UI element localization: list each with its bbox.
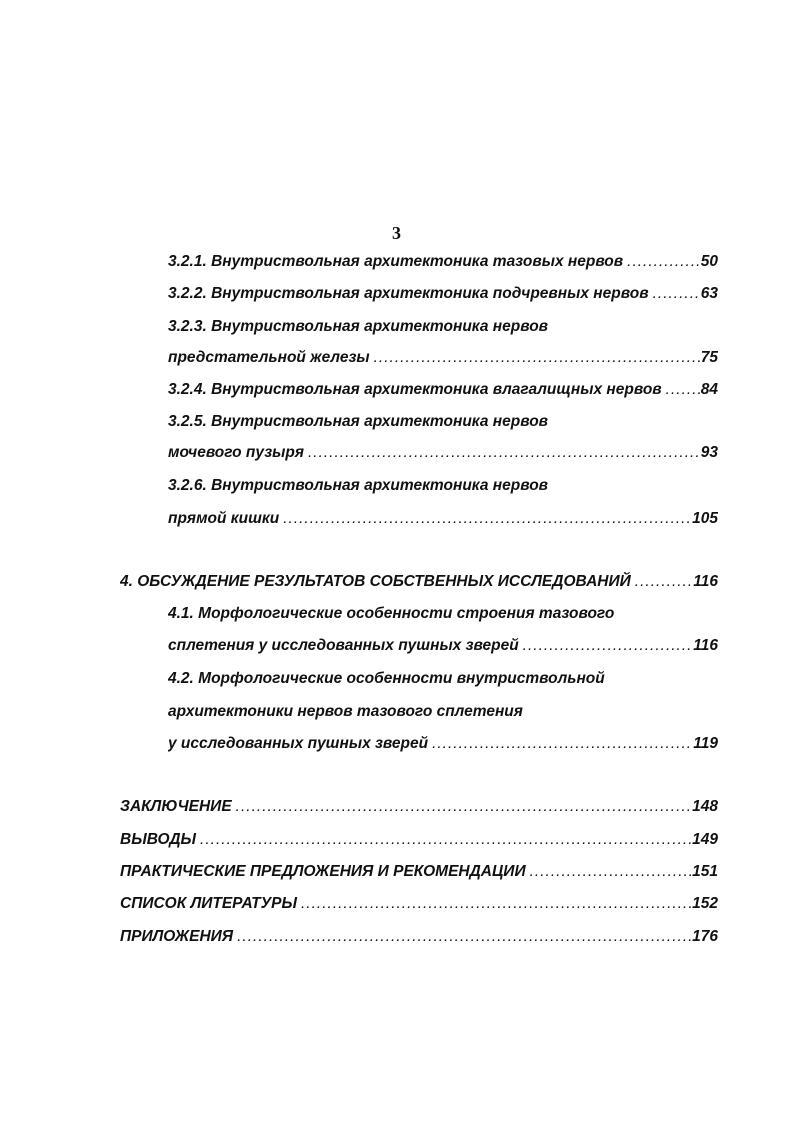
toc-leader-dots [635, 570, 692, 594]
toc-entry-title: 3.2.6. Внутриствольная архитектоника нервов [168, 477, 549, 494]
toc-entry-title: архитектоники нервов тазового сплетения [168, 703, 523, 720]
toc-entry-title: 3.2.1. Внутриствольная архитектоника тазовых нервов [168, 253, 624, 270]
toc-entry-recommendations[interactable] [120, 860, 718, 884]
toc-entry-title: 3.2.4. Внутриствольная архитектоника влагалищных нервов [168, 381, 662, 398]
toc-entry-3-2-3-cont[interactable] [168, 346, 718, 370]
toc-entry-title: 4.1. Морфологические особенности строения тазового [168, 605, 615, 622]
page-number: 3 [392, 223, 401, 243]
toc-leader-dots [523, 634, 693, 658]
toc-entry-4-2-cont2[interactable] [168, 732, 718, 756]
toc-entry-title: 3.2.5. Внутриствольная архитектоника нервов [168, 413, 549, 430]
toc-leader-dots [653, 282, 700, 306]
toc-leader-dots [200, 828, 691, 852]
toc-entry-title: ВЫВОДЫ [120, 831, 197, 848]
toc-entry-page: 116 [693, 637, 718, 654]
toc-entry-4-1-cont[interactable] [168, 634, 718, 658]
toc-entry-page: 149 [692, 831, 718, 848]
toc-leader-dots [666, 378, 700, 402]
toc-entry-title: 3.2.3. Внутриствольная архитектоника нервов [168, 318, 549, 335]
toc-entry-3-2-3[interactable] [168, 315, 718, 339]
toc-entry-page: 93 [700, 444, 718, 461]
toc-entry-page: 63 [700, 285, 718, 302]
toc-entry-3-2-1[interactable] [168, 250, 718, 274]
toc-entry-3-2-5[interactable] [168, 410, 718, 434]
toc-entry-4-2[interactable] [168, 667, 718, 691]
toc-entry-chapter-4[interactable] [120, 570, 718, 594]
toc-entry-page: 152 [692, 895, 718, 912]
toc-entry-title: СПИСОК ЛИТЕРАТУРЫ [120, 895, 297, 912]
toc-leader-dots [236, 795, 691, 819]
toc-entry-title: ПРИЛОЖЕНИЯ [120, 928, 234, 945]
toc-entry-title: 4. ОБСУЖДЕНИЕ РЕЗУЛЬТАТОВ СОБСТВЕННЫХ ИССЛЕДОВАНИЙ [120, 573, 631, 590]
toc-entry-title: у исследованных пушных зверей [168, 735, 429, 752]
toc-leader-dots [308, 441, 700, 465]
toc-entry-page: 50 [700, 253, 718, 270]
toc-leader-dots [627, 250, 700, 274]
toc-entry-title: 4.2. Морфологические особенности внутриствольной [168, 670, 605, 687]
toc-entry-page: 119 [693, 735, 718, 752]
toc-entry-title: прямой кишки [168, 510, 280, 527]
toc-entry-title: ЗАКЛЮЧЕНИЕ [120, 798, 232, 815]
toc-entry-page: 176 [692, 928, 718, 945]
toc-leader-dots [283, 507, 691, 531]
toc-leader-dots [432, 732, 692, 756]
toc-entry-3-2-6[interactable] [168, 474, 718, 498]
toc-entry-3-2-5-cont[interactable] [168, 441, 718, 465]
toc-entry-page: 151 [692, 863, 718, 880]
toc-entry-page: 84 [700, 381, 718, 398]
toc-entry-4-2-cont[interactable] [168, 700, 718, 724]
toc-entry-3-2-4[interactable] [168, 378, 718, 402]
toc-entry-title: ПРАКТИЧЕСКИЕ ПРЕДЛОЖЕНИЯ И РЕКОМЕНДАЦИИ [120, 863, 526, 880]
toc-entry-page: 116 [693, 573, 718, 590]
toc-leader-dots [301, 892, 691, 916]
toc-entry-4-1[interactable] [168, 602, 718, 626]
toc-entry-references[interactable] [120, 892, 718, 916]
toc-leader-dots [237, 925, 691, 949]
toc-entry-title: сплетения у исследованных пушных зверей [168, 637, 519, 654]
toc-entry-page: 105 [692, 510, 718, 527]
toc-entry-title: мочевого пузыря [168, 444, 304, 461]
toc-entry-title: 3.2.2. Внутриствольная архитектоника подчревных нервов [168, 285, 649, 302]
toc-entry-3-2-2[interactable] [168, 282, 718, 306]
toc-entry-findings[interactable] [120, 828, 718, 852]
toc-entry-page: 75 [700, 349, 718, 366]
toc-entry-appendices[interactable] [120, 925, 718, 949]
toc-entry-title: предстательной железы [168, 349, 370, 366]
toc-entry-3-2-6-cont[interactable] [168, 507, 718, 531]
toc-leader-dots [530, 860, 692, 884]
toc-entry-page: 148 [692, 798, 718, 815]
toc-leader-dots [374, 346, 700, 370]
toc-entry-conclusion[interactable] [120, 795, 718, 819]
